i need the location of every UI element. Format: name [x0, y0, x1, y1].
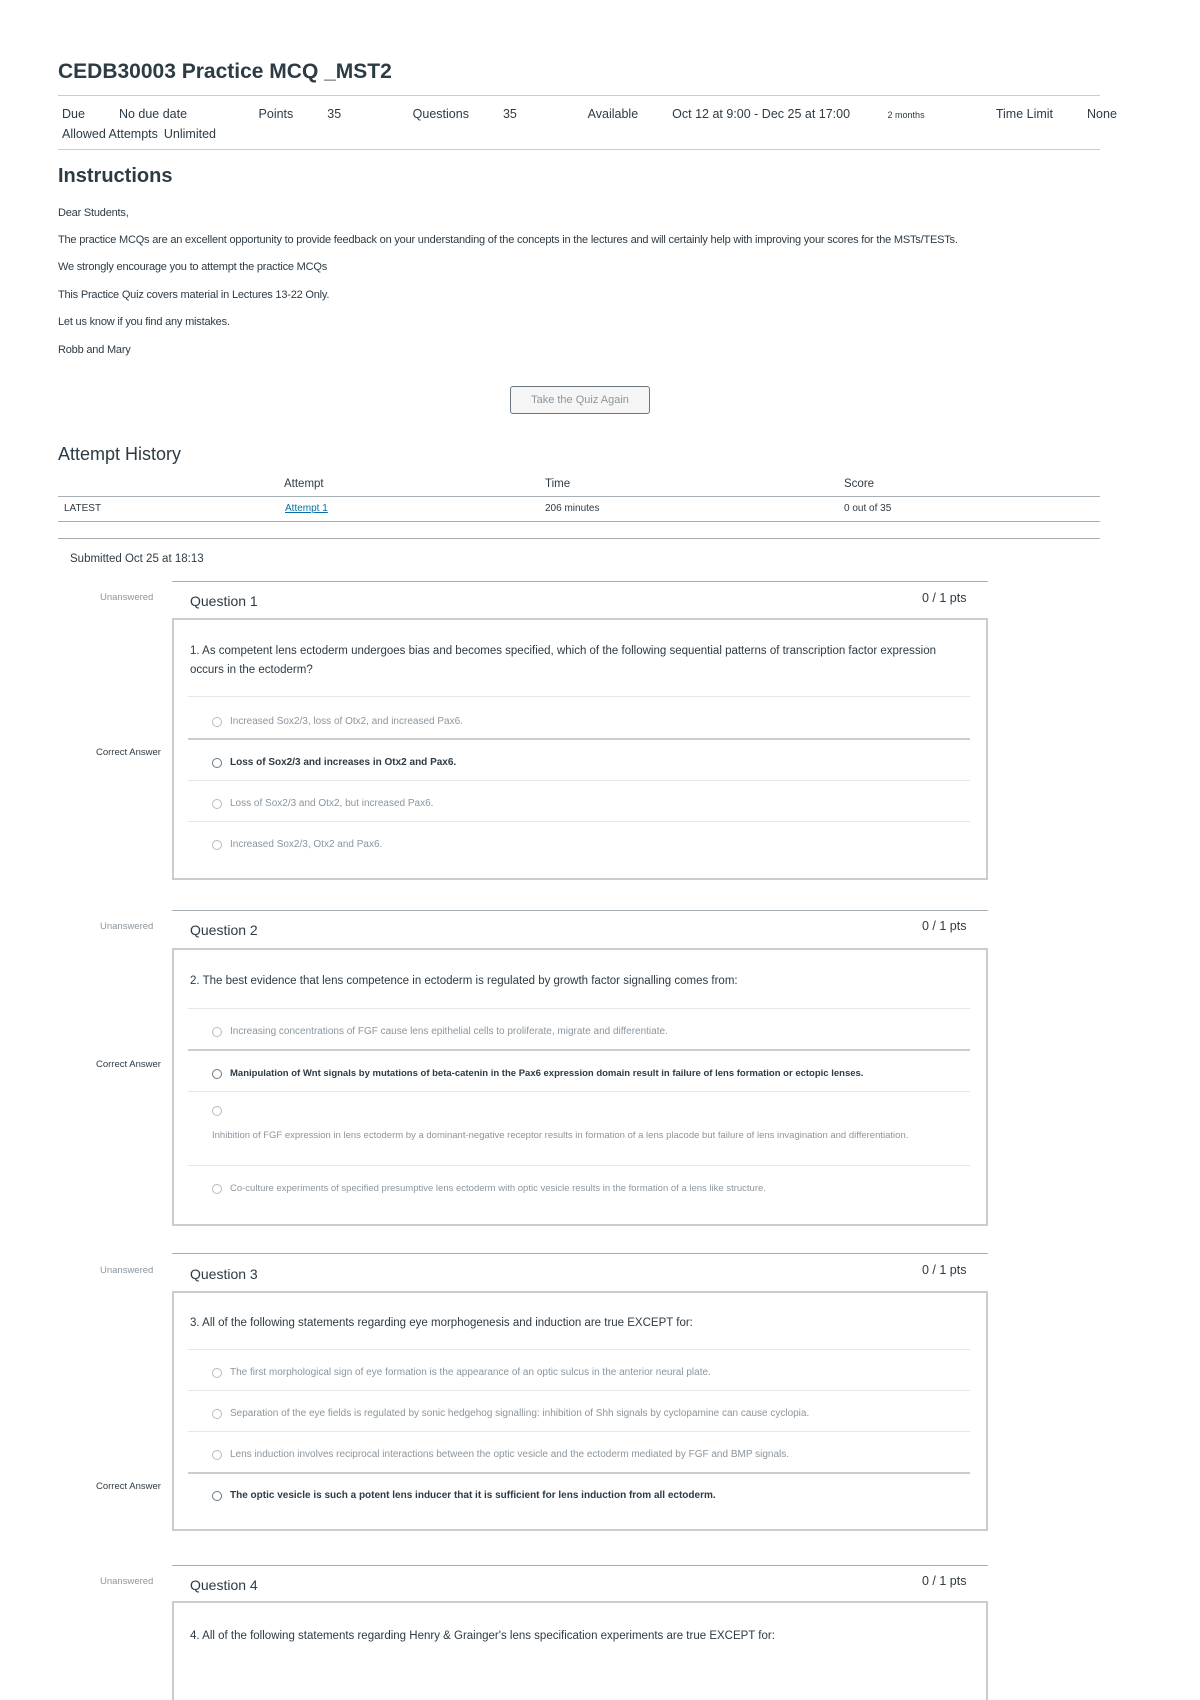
answer-option: Increased Sox2/3, loss of Otx2, and increased Pax6. — [230, 716, 463, 727]
question-divider — [172, 1253, 988, 1254]
question-1-box — [172, 618, 988, 880]
column-header-score: Score — [844, 478, 875, 490]
answer-radio[interactable] — [212, 799, 222, 809]
quiz-details — [62, 105, 1185, 144]
take-quiz-again-button[interactable]: Take the Quiz Again — [510, 386, 650, 414]
question-divider — [172, 1565, 988, 1566]
answer-radio[interactable] — [212, 717, 222, 727]
available-duration: 2 months — [887, 110, 925, 120]
question-divider — [172, 581, 988, 582]
points-key: Points — [258, 107, 294, 121]
unanswered-label: Unanswered — [100, 921, 154, 932]
questions-value: 35 — [502, 107, 517, 121]
attempt-time: 206 minutes — [545, 503, 600, 514]
question-title: Question 1 — [190, 593, 258, 609]
answer-radio[interactable] — [212, 1368, 222, 1378]
question-points: 0 / 1 pts — [922, 1574, 967, 1588]
answer-divider — [188, 1008, 970, 1009]
answer-divider — [188, 1349, 970, 1350]
answer-divider — [188, 1049, 970, 1051]
answer-radio[interactable] — [212, 1184, 222, 1194]
available-key: Available — [587, 107, 639, 121]
answer-divider — [188, 780, 970, 781]
time-limit-value: None — [1087, 107, 1117, 121]
question-points: 0 / 1 pts — [922, 919, 967, 933]
answer-divider — [188, 1165, 970, 1166]
question-title: Question 2 — [190, 922, 258, 938]
divider — [58, 95, 1100, 96]
unanswered-label: Unanswered — [100, 1576, 154, 1587]
due-value: No due date — [118, 107, 188, 121]
column-header-time: Time — [545, 478, 571, 490]
question-title: Question 3 — [190, 1266, 258, 1282]
answer-option: Separation of the eye fields is regulated by sonic hedgehog signalling: inhibition of Shh signals by cyclopamine can cause cyclopia. — [230, 1408, 810, 1419]
attempt-1-link[interactable]: Attempt 1 — [285, 503, 328, 514]
correct-answer-label: Correct Answer — [96, 1059, 161, 1070]
questions-key: Questions — [412, 107, 469, 121]
instruction-line: Dear Students, — [58, 207, 129, 219]
unanswered-label: Unanswered — [100, 1265, 154, 1276]
instruction-line: We strongly encourage you to attempt the practice MCQs — [58, 261, 328, 273]
answer-radio[interactable] — [212, 1027, 222, 1037]
unanswered-label: Unanswered — [100, 592, 154, 603]
quiz-title: CEDB30003 Practice MCQ _MST2 — [58, 60, 392, 83]
points-value: 35 — [327, 107, 342, 121]
answer-radio[interactable] — [212, 840, 222, 850]
answer-option: Loss of Sox2/3 and Otx2, but increased Pax6. — [230, 798, 434, 809]
divider — [58, 149, 1100, 150]
submitted-timestamp: Submitted Oct 25 at 18:13 — [70, 553, 204, 565]
instruction-line: Robb and Mary — [58, 344, 131, 356]
answer-option: Increased Sox2/3, Otx2 and Pax6. — [230, 839, 383, 850]
answer-divider — [188, 1390, 970, 1391]
answer-option: The first morphological sign of eye formation is the appearance of an optic sulcus in the anterior neural plate. — [230, 1367, 711, 1378]
question-title: Question 4 — [190, 1577, 258, 1593]
divider — [58, 521, 1100, 522]
answer-radio[interactable] — [212, 758, 222, 768]
answer-radio[interactable] — [212, 1069, 222, 1079]
attempts-value: Unlimited — [163, 127, 216, 141]
answer-radio[interactable] — [212, 1106, 222, 1116]
attempts-key: Allowed Attempts — [62, 127, 158, 141]
answer-radio[interactable] — [212, 1409, 222, 1419]
question-text: 4. All of the following statements regarding Henry & Grainger's lens specification experiments are true EXCEPT for: — [190, 1630, 775, 1642]
correct-answer-label: Correct Answer — [96, 1481, 161, 1492]
instructions-heading: Instructions — [58, 165, 173, 187]
answer-option: Inhibition of FGF expression in lens ectoderm by a dominant-negative receptor results in formation of a lens placode but failure of lens invagination and differentiation. — [212, 1130, 909, 1141]
answer-option: Increasing concentrations of FGF cause lens epithelial cells to proliferate, migrate and differentiate. — [230, 1026, 668, 1037]
due-key: Due — [62, 107, 85, 121]
question-text: 2. The best evidence that lens competence in ectoderm is regulated by growth factor signalling comes from: — [190, 975, 738, 987]
question-3-box — [172, 1291, 988, 1531]
answer-divider — [188, 821, 970, 822]
instruction-line: Let us know if you find any mistakes. — [58, 316, 230, 328]
divider — [58, 496, 1100, 497]
correct-answer-label: Correct Answer — [96, 747, 161, 758]
correct-answer-option: Manipulation of Wnt signals by mutations of beta-catenin in the Pax6 expression domain result in failure of lens formation or ectopic lenses. — [230, 1068, 864, 1079]
answer-divider — [188, 1091, 970, 1092]
available-value: Oct 12 at 9:00 - Dec 25 at 17:00 — [672, 107, 851, 121]
answer-divider — [188, 1431, 970, 1432]
answer-divider — [188, 696, 970, 697]
column-header-attempt: Attempt — [284, 478, 324, 490]
latest-label: LATEST — [64, 503, 102, 514]
divider — [58, 538, 1100, 539]
instruction-line: This Practice Quiz covers material in Lectures 13-22 Only. — [58, 289, 330, 301]
answer-option: Lens induction involves reciprocal interactions between the optic vesicle and the ectoderm mediated by FGF and BMP signals. — [230, 1449, 790, 1460]
attempt-score: 0 out of 35 — [844, 503, 892, 514]
question-text: 1. As competent lens ectoderm undergoes bias and becomes specified, which of the following sequential patterns of transcription factor expression occurs in the ectoderm? — [190, 645, 937, 676]
answer-option: Co-culture experiments of specified presumptive lens ectoderm with optic vesicle results in the formation of a lens like structure. — [230, 1183, 766, 1194]
instruction-line: The practice MCQs are an excellent opportunity to provide feedback on your understanding of the concepts in the lectures and will certainly help with improving your scores for the MSTs/TESTs. — [58, 234, 958, 246]
correct-answer-option: Loss of Sox2/3 and increases in Otx2 and Pax6. — [230, 757, 457, 768]
question-2-box — [172, 948, 988, 1226]
question-4-box — [172, 1601, 988, 1700]
question-divider — [172, 910, 988, 911]
answer-divider — [188, 1472, 970, 1474]
question-points: 0 / 1 pts — [922, 1263, 967, 1277]
correct-answer-option: The optic vesicle is such a potent lens inducer that it is sufficient for lens induction from all ectoderm. — [230, 1490, 716, 1501]
question-points: 0 / 1 pts — [922, 591, 967, 605]
attempt-history-heading: Attempt History — [58, 444, 182, 464]
answer-radio[interactable] — [212, 1491, 222, 1501]
time-limit-key: Time Limit — [995, 107, 1054, 121]
question-text: 3. All of the following statements regarding eye morphogenesis and induction are true EXCEPT for: — [190, 1317, 693, 1329]
answer-divider — [188, 738, 970, 740]
answer-radio[interactable] — [212, 1450, 222, 1460]
